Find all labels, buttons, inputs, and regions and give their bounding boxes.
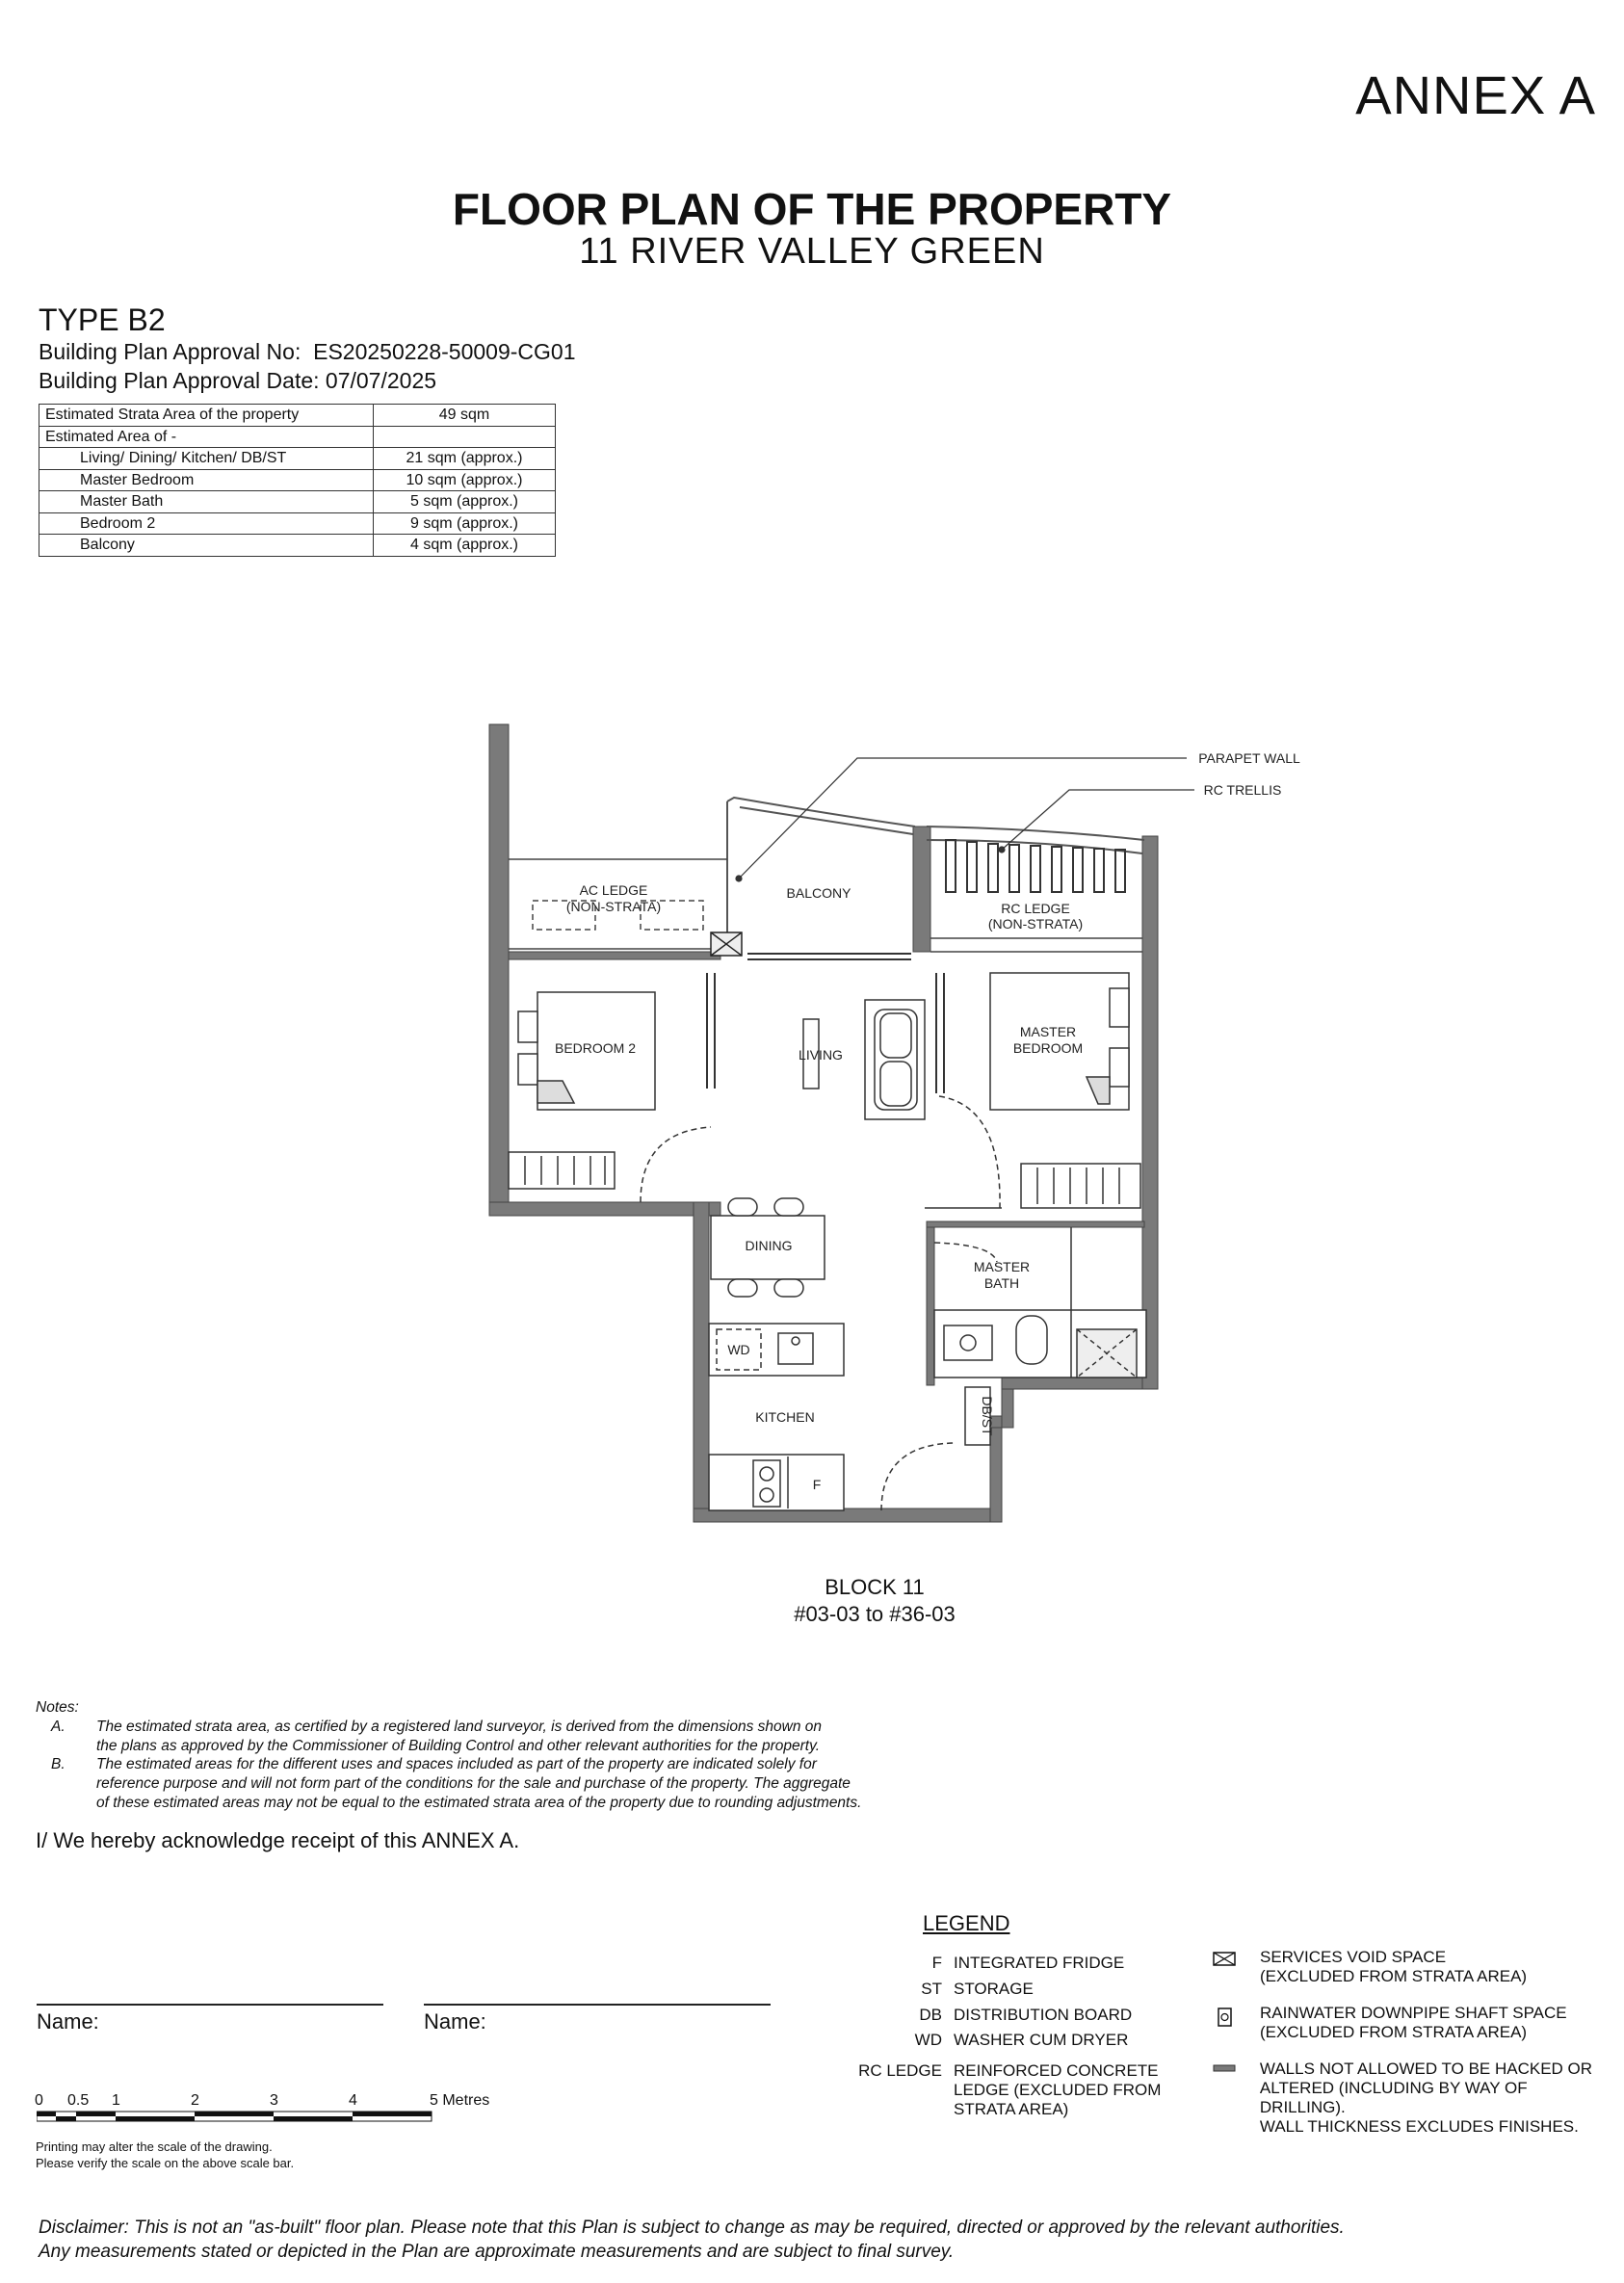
plan-approval-date-label: Building Plan Approval Date: [39, 368, 320, 393]
wall-not-hackable-icon [1212, 2060, 1239, 2079]
area-value: 5 sqm (approx.) [374, 491, 556, 513]
floor-plan [462, 713, 1349, 1532]
area-label: Living/ Dining/ Kitchen/ DB/ST [39, 448, 374, 470]
legend-item [838, 2061, 1262, 2119]
label-ac-ledge: AC LEDGE [579, 882, 648, 898]
legend-text: (EXCLUDED FROM STRATA AREA) [1260, 1967, 1528, 1985]
services-void-icon [711, 932, 742, 956]
note-line: the plans as approved by the Commissioner of Building Control and other relevant authorities for the property. [96, 1737, 821, 1754]
area-value: 9 sqm (approx.) [374, 512, 556, 535]
label-bedroom2: BEDROOM 2 [554, 1040, 637, 1056]
label-parapet-wall: PARAPET WALL [1198, 750, 1300, 766]
legend-codes [838, 1954, 1262, 2119]
label-living: LIVING [799, 1047, 843, 1063]
note-line: The estimated strata area, as certified by a registered land surveyor, is derived from the dimensions shown on [96, 1718, 822, 1735]
legend-item [838, 2031, 1262, 2061]
legend-text: STORAGE [954, 1980, 1034, 1998]
legend-text: RAINWATER DOWNPIPE SHAFT SPACE [1260, 2004, 1567, 2022]
signature-line-1[interactable] [37, 2004, 383, 2006]
label-master-bath-2: BATH [983, 1275, 1020, 1291]
note-line: of these estimated areas may not be equal to the estimated strata area of the property due to rounding adjustments. [96, 1794, 862, 1811]
plan-approval-date-value: 07/07/2025 [325, 368, 437, 393]
legend-item [838, 1980, 1262, 2006]
label-master-bath-1: MASTER [973, 1259, 1031, 1274]
block-name: BLOCK 11 [825, 1575, 925, 1599]
legend-code: F [931, 1954, 942, 1972]
scale-tick: 2 [191, 2092, 199, 2109]
disclaimer-line: Any measurements stated or depicted in the Plan are approximate measurements and are subject to final survey. [39, 2242, 955, 2262]
area-table [39, 404, 556, 557]
master-bath-fixtures [934, 1227, 1146, 1378]
annex-heading: ANNEX A [1355, 65, 1596, 125]
table-row [39, 491, 556, 513]
legend-text-block [1260, 1948, 1527, 2004]
label-ac-ledge-non-strata: (NON-STRATA) [565, 899, 662, 914]
area-value: 49 sqm [374, 405, 556, 427]
legend-text: (EXCLUDED FROM STRATA AREA) [1260, 2023, 1528, 2041]
signature-name-2: Name: [424, 2009, 486, 2034]
master-bedroom-furniture [990, 973, 1140, 1208]
legend-item [1212, 1948, 1616, 2004]
table-row [39, 448, 556, 470]
label-master-bedroom-2: BEDROOM [1012, 1040, 1084, 1056]
legend-text: STRATA AREA) [954, 2100, 1069, 2118]
table-row [39, 512, 556, 535]
label-fridge: F [812, 1477, 822, 1492]
note-line: The estimated areas for the different uses and spaces included as part of the property are indicated solely for [96, 1756, 817, 1773]
services-void-icon [1212, 1950, 1239, 1969]
legend-text: WALLS NOT ALLOWED TO BE HACKED OR [1259, 2060, 1593, 2078]
legend-code: WD [914, 2031, 942, 2049]
table-row [39, 426, 556, 448]
area-label: Master Bedroom [39, 469, 374, 491]
legend-text-block [1260, 2004, 1567, 2060]
disclaimer-line: Disclaimer: This is not an "as-built" floor plan. Please note that this Plan is subject to change as may be required, directed or approved by the relevant authorities. [39, 2217, 1345, 2238]
label-rc-ledge: RC LEDGE [1001, 901, 1070, 916]
notes-heading: Notes: [36, 1699, 79, 1716]
label-rc-ledge-non-strata: (NON-STRATA) [987, 916, 1084, 932]
label-dining: DINING [745, 1238, 793, 1253]
signature-name-1: Name: [37, 2009, 99, 2034]
scale-tick: 0.5 [67, 2092, 90, 2109]
legend-text: DISTRIBUTION BOARD [954, 2006, 1133, 2024]
legend-text: WALL THICKNESS EXCLUDES FINISHES. [1259, 2117, 1579, 2136]
note-item [36, 1718, 861, 1756]
label-rc-trellis: RC TRELLIS [1203, 782, 1282, 798]
plan-approval-no [39, 339, 576, 365]
label-kitchen: KITCHEN [755, 1409, 815, 1425]
scale-note-line: Please verify the scale on the above scale bar. [36, 2156, 295, 2170]
scale-tick: 0 [35, 2092, 43, 2109]
scale-labels [35, 2092, 516, 2112]
legend-item [1212, 2004, 1616, 2060]
legend-item [838, 2006, 1262, 2031]
table-row [39, 405, 556, 427]
block-units: #03-03 to #36-03 [794, 1602, 956, 1626]
note-item [36, 1755, 861, 1812]
area-label: Master Bath [39, 491, 374, 513]
legend-code: ST [921, 1980, 942, 1998]
legend-text: SERVICES VOID SPACE [1260, 1948, 1447, 1966]
legend-code: DB [919, 2006, 942, 2024]
table-row [39, 469, 556, 491]
label-dbst: DB/ST [980, 1396, 995, 1436]
legend-text: INTEGRATED FRIDGE [954, 1954, 1125, 1972]
disclaimer [39, 2216, 1345, 2264]
plan-approval-no-label: Building Plan Approval No: [39, 339, 301, 364]
note-letter: B. [51, 1756, 65, 1773]
acknowledgement: I/ We hereby acknowledge receipt of this ANNEX A. [36, 1828, 520, 1852]
scale-note-line: Printing may alter the scale of the drawing. [36, 2139, 273, 2154]
scale-tick: 4 [349, 2092, 357, 2109]
rc-trellis [946, 840, 1125, 892]
area-value: 21 sqm (approx.) [374, 448, 556, 470]
bedroom2-furniture [509, 992, 655, 1189]
legend-text: WASHER CUM DRYER [954, 2031, 1129, 2049]
legend-text: REINFORCED CONCRETE [954, 2061, 1159, 2080]
rainwater-downpipe-icon [1212, 2006, 1239, 2029]
area-value: 4 sqm (approx.) [374, 535, 556, 557]
area-value [374, 426, 556, 448]
plan-approval-date [39, 368, 436, 394]
area-label: Estimated Area of - [39, 426, 374, 448]
plan-approval-no-value: ES20250228-50009-CG01 [313, 339, 576, 364]
area-label: Estimated Strata Area of the property [39, 405, 374, 427]
table-row [39, 535, 556, 557]
area-label: Balcony [39, 535, 374, 557]
unit-type: TYPE B2 [39, 302, 166, 337]
legend-text-block [1260, 2060, 1616, 2137]
scale-tick: 5 Metres [430, 2092, 490, 2109]
page-title: FLOOR PLAN OF THE PROPERTY [452, 184, 1172, 234]
area-label: Bedroom 2 [39, 512, 374, 535]
label-master-bedroom-1: MASTER [1019, 1024, 1077, 1039]
label-wd: WD [727, 1342, 750, 1357]
scale-tick: 3 [270, 2092, 278, 2109]
note-letter: A. [51, 1718, 65, 1735]
note-line: reference purpose and will not form part of the conditions for the sale and purchase of the property. The aggregate [96, 1775, 851, 1793]
legend-title: LEGEND [923, 1911, 1010, 1935]
area-value: 10 sqm (approx.) [374, 469, 556, 491]
scale-bar [37, 2110, 441, 2125]
legend-item [838, 1954, 1262, 1980]
scale-note [36, 2139, 294, 2171]
legend-text-block [954, 2061, 1161, 2119]
signature-line-2[interactable] [424, 2004, 771, 2006]
property-address: 11 RIVER VALLEY GREEN [579, 231, 1045, 272]
legend-item [1212, 2060, 1616, 2137]
legend-text: ALTERED (INCLUDING BY WAY OF DRILLING). [1259, 2079, 1528, 2116]
scale-tick: 1 [112, 2092, 120, 2109]
legend-code: RC LEDGE [858, 2061, 942, 2080]
legend-text: LEDGE (EXCLUDED FROM [954, 2081, 1162, 2099]
label-balcony: BALCONY [786, 885, 851, 901]
notes [36, 1698, 861, 1813]
block-info [0, 1574, 1624, 1628]
legend-symbols [1212, 1948, 1616, 2137]
